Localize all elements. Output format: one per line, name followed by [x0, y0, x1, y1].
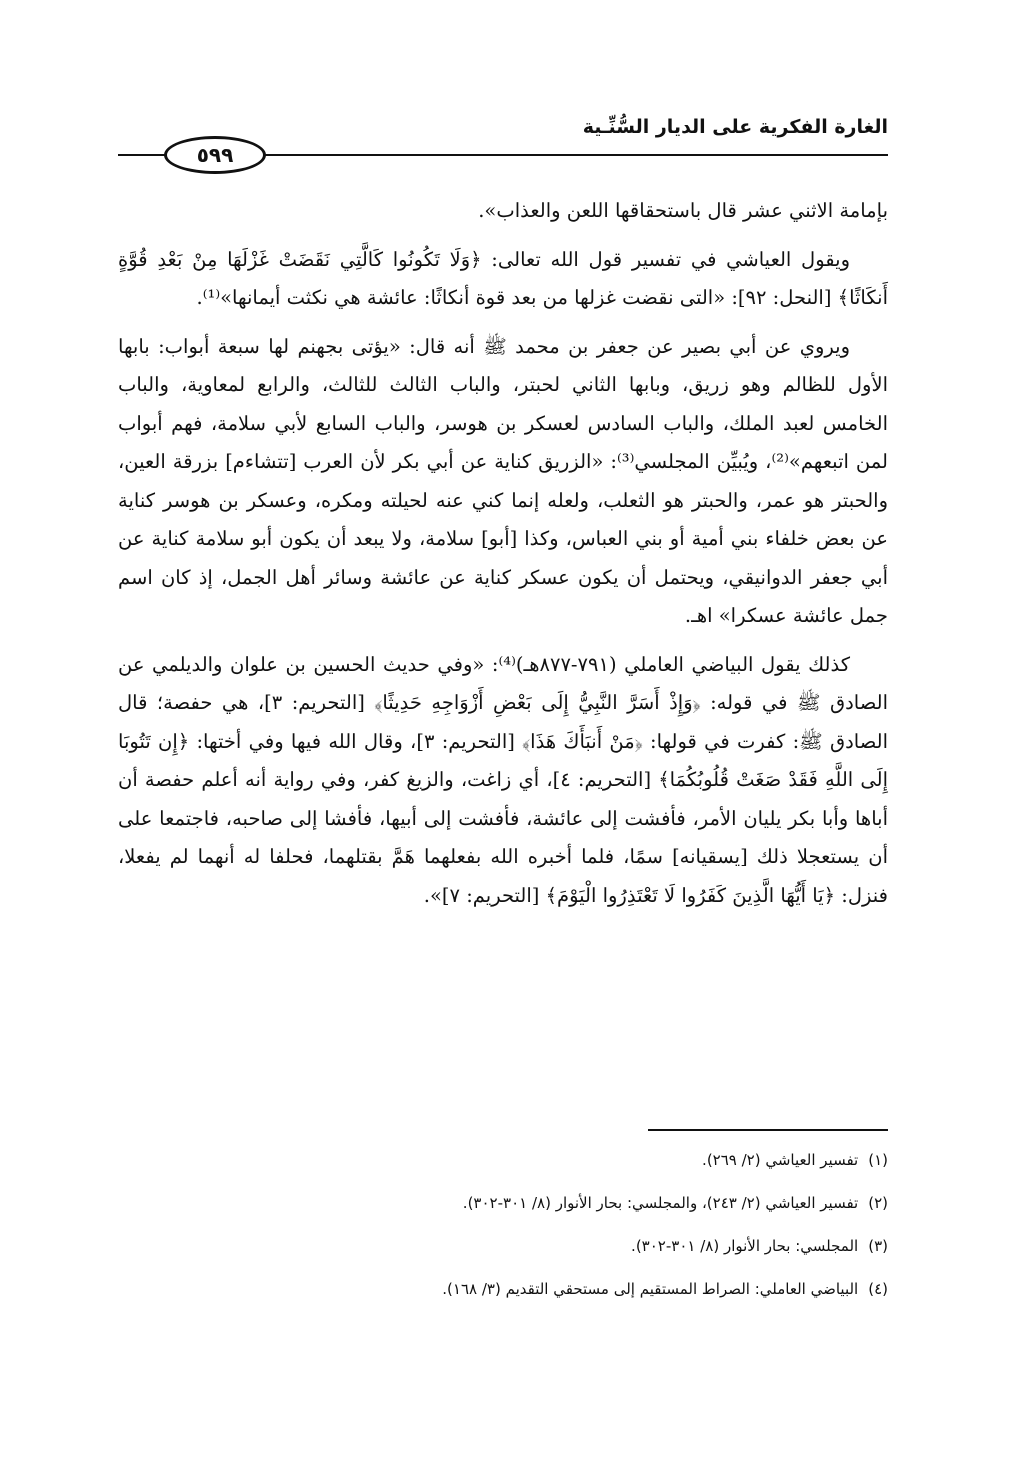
footnote-text: البياضي العاملي: الصراط المستقيم إلى مستحقي التقديم (٣/ ١٦٨). — [442, 1280, 859, 1298]
footnote — [118, 1236, 888, 1256]
paragraph: كذلك يقول البياضي العاملي (٧٩١-٨٧٧هـ)⁽⁴⁾: «وفي حديث الحسين بن علوان والديلمي عن الصادق ﷺ في قوله: ﴿وَإِذْ أَسَرَّ النَّبِيُّ إِلَى بَعْضِ أَزْوَاجِهِ حَدِيثًا﴾ [التحريم: ٣]، هي حفصة؛ قال الصادق ﷺ: كفرت في قولها: ﴿مَنْ أَنبَأَكَ هَذَا﴾ [التحريم: ٣]، وقال الله فيها وفي أختها: ﴿إِن تَتُوبَا إِلَى اللَّهِ فَقَدْ صَغَتْ قُلُوبُكُمَا﴾ [التحريم: ٤]، أي زاغت، والزيغ كفر، وفي رواية أنه أعلم حفصة أن أباها وأبا بكر يليان الأمر، فأفشت إلى عائشة، فأفشت إلى أبيها، فأفشا إلى صاحبه، فاجتمعا على أن يستعجلا ذلك [يسقيانه] سمًا، فلما أخبره الله بفعلهما هَمَّ بقتلهما، فحلفا له أنهما لم يفعلا، فنزل: ﴿يَا أَيُّهَا الَّذِينَ كَفَرُوا لَا تَعْتَذِرُوا الْيَوْمَ﴾ [التحريم: ٧]». — [118, 652, 889, 907]
footnote-text: تفسير العياشي (٢/ ٢٦٩). — [702, 1151, 859, 1169]
footnote — [118, 1193, 888, 1213]
body-text — [118, 192, 888, 925]
footnote-text: المجلسي: بحار الأنوار (٨/ ٣٠١-٣٠٢). — [631, 1237, 859, 1255]
footnote — [118, 1150, 888, 1170]
footnote-number: (١) — [868, 1151, 888, 1169]
page-number-badge: ٥٩٩ — [164, 136, 266, 174]
footnote-text: تفسير العياشي (٢/ ٢٤٣)، والمجلسي: بحار الأنوار (٨/ ٣٠١-٣٠٢). — [462, 1194, 859, 1212]
footnote-number: (٣) — [868, 1237, 888, 1255]
paragraph: ويقول العياشي في تفسير قول الله تعالى: ﴿وَلَا تَكُونُوا كَالَّتِي نَقَضَتْ غَزْلَهَا مِنْ بَعْدِ قُوَّةٍ أَنكَاثًا﴾ [النحل: ٩٢]: «التى نقضت غزلها من بعد قوة أنكاثًا: عائشة هي نكثت أيمانها»⁽¹⁾. — [118, 247, 888, 309]
footnote-number: (٤) — [868, 1280, 888, 1298]
footnote-number: (٢) — [868, 1194, 888, 1212]
paragraph: ويروي عن أبي بصير عن جعفر بن محمد ﷺ أنه قال: «يؤتى بجهنم لها سبعة أبواب: بابها الأول للظالم وهو زريق، وبابها الثاني لحبتر، والباب الثالث للثالث، والرابع لمعاوية، والباب الخامس لعبد الملك، والباب السادس لعسكر بن هوسر، والباب السابع لأبي سلامة، فهم أبواب لمن اتبعهم»⁽²⁾، ويُبيِّن المجلسي⁽³⁾: «الزريق كناية عن أبي بكر لأن العرب [تتشاءم] بزرقة العين، والحبتر هو عمر، والحبتر هو الثعلب، ولعله إنما كني عنه لحيلته ومكره، وعسكر بن هوسر كناية عن بعض خلفاء بني أمية أو بني العباس، وكذا [أبو] سلامة، ولا يبعد أن يكون أبو سلامة كناية عن أبي جعفر الدوانيقي، ويحتمل أن يكون عسكر كناية عن عائشة وسائر أهل الجمل، إذ كان اسم جمل عائشة عسكرا» اهـ. — [118, 334, 888, 627]
running-title: الغارة الفكرية على الديار السُّنِّـية — [582, 116, 888, 138]
paragraph: بإمامة الاثني عشر قال باستحقاقها اللعن والعذاب». — [478, 199, 888, 222]
footnote-separator — [648, 1129, 888, 1131]
footnote — [118, 1279, 888, 1299]
page-header — [118, 112, 888, 174]
footnotes — [118, 1150, 888, 1322]
